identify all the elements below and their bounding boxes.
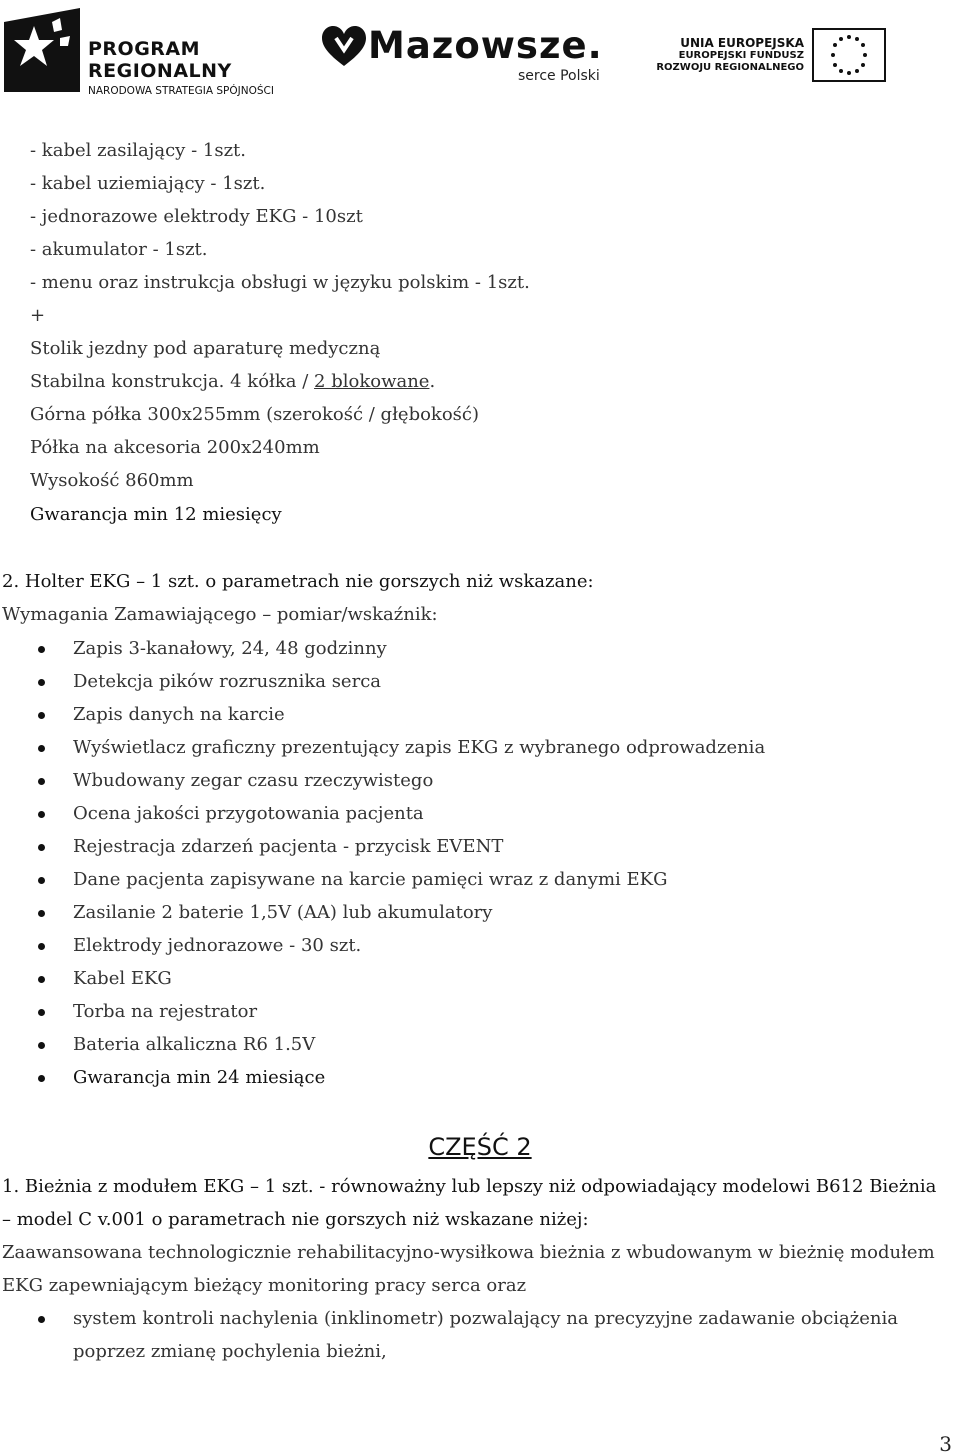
holter-requirement-item: Gwarancja min 24 miesiące <box>73 1067 326 1088</box>
program-logo-line1: PROGRAM <box>88 38 201 60</box>
treadmill-model: – model C v.001 o parametrach nie gorszych niż wskazane niżej: <box>2 1209 589 1230</box>
page-number: 3 <box>939 1432 952 1456</box>
bullet-icon <box>38 877 45 884</box>
holter-requirement-item: Elektrody jednorazowe - 30 szt. <box>73 935 362 956</box>
bullet-icon <box>38 910 45 917</box>
holter-requirement-item: Dane pacjenta zapisywane na karcie pamięci wraz z danymi EKG <box>73 869 668 890</box>
bullet-icon <box>38 1009 45 1016</box>
page-header <box>0 0 960 100</box>
stolik-accessory-shelf: Półka na akcesoria 200x240mm <box>30 437 320 458</box>
holter-requirement-item: Detekcja pików rozrusznika serca <box>73 671 382 692</box>
program-logo-line2: REGIONALNY <box>88 60 232 82</box>
bullet-icon <box>38 1042 45 1049</box>
eu-flag-icon <box>812 28 886 82</box>
stolik-construction-text: Stabilna konstrukcja. 4 kółka / <box>30 371 315 392</box>
holter-requirement-item: Zapis 3-kanałowy, 24, 48 godzinny <box>73 638 387 659</box>
mazowsze-tagline: serce Polski <box>518 68 600 84</box>
bullet-icon <box>38 712 45 719</box>
stolik-top-shelf: Górna półka 300x255mm (szerokość / głębokość) <box>30 404 480 425</box>
program-star-icon <box>4 8 80 92</box>
mazowsze-logo <box>322 18 622 90</box>
eu-logo-text <box>654 36 804 74</box>
heart-icon <box>322 26 366 70</box>
holter-requirement-item: Wbudowany zegar czasu rzeczywistego <box>73 770 434 791</box>
bullet-icon <box>38 943 45 950</box>
accessory-line: - akumulator - 1szt. <box>30 239 208 260</box>
holter-requirement-item: Zapis danych na karcie <box>73 704 285 725</box>
bullet-icon <box>38 778 45 785</box>
holter-requirement-item: Wyświetlacz graficzny prezentujący zapis EKG z wybranego odprowadzenia <box>73 737 766 758</box>
mazowsze-wordmark: Mazowsze. <box>368 24 603 67</box>
accessory-line: - kabel zasilający - 1szt. <box>30 140 247 161</box>
holter-requirement-item: Zasilanie 2 baterie 1,5V (AA) lub akumulatory <box>73 902 493 923</box>
stolik-construction-end: . <box>429 371 436 392</box>
bullet-icon <box>38 646 45 653</box>
eu-logo-line2: EUROPEJSKI FUNDUSZ <box>678 50 804 61</box>
holter-title: 2. Holter EKG – 1 szt. o parametrach nie gorszych niż wskazane: <box>2 571 594 592</box>
accessory-line: - jednorazowe elektrody EKG - 10szt <box>30 206 363 227</box>
program-regionalny-logo <box>4 8 284 97</box>
holter-requirements-label: Wymagania Zamawiającego – pomiar/wskaźnik: <box>2 604 438 625</box>
holter-requirement-item: Ocena jakości przygotowania pacjenta <box>73 803 424 824</box>
part2-heading: CZĘŚĆ 2 <box>428 1133 532 1161</box>
bullet-icon <box>38 976 45 983</box>
eu-logo-line1: UNIA EUROPEJSKA <box>680 36 804 50</box>
treadmill-description: Zaawansowana technologicznie rehabilitacyjno-wysiłkowa bieżnia z wbudowanym w bieżnię modułem <box>2 1242 935 1263</box>
bullet-icon <box>38 844 45 851</box>
treadmill-description-cont: EKG zapewniającym bieżący monitoring pracy serca oraz <box>2 1275 527 1296</box>
bullet-icon <box>38 811 45 818</box>
stolik-warranty: Gwarancja min 12 miesięcy <box>30 504 282 525</box>
treadmill-bullet-line2: poprzez zmianę pochylenia bieżni, <box>73 1341 387 1362</box>
holter-requirement-item: Torba na rejestrator <box>73 1001 258 1022</box>
accessory-line: - menu oraz instrukcja obsługi w języku polskim - 1szt. <box>30 272 530 293</box>
bullet-icon <box>38 745 45 752</box>
holter-requirement-item: Bateria alkaliczna R6 1.5V <box>73 1034 316 1055</box>
treadmill-title: 1. Bieżnia z modułem EKG – 1 szt. - równoważny lub lepszy niż odpowiadający modelowi B612 Bieżnia <box>2 1176 937 1197</box>
stolik-height: Wysokość 860mm <box>30 470 194 491</box>
accessory-line: Stolik jezdny pod aparaturę medyczną <box>30 338 381 359</box>
holter-requirement-item: Rejestracja zdarzeń pacjenta - przycisk EVENT <box>73 836 504 857</box>
stolik-blocked-wheels: 2 blokowane <box>314 371 430 392</box>
accessory-line: - kabel uziemiający - 1szt. <box>30 173 266 194</box>
eu-logo <box>654 28 904 88</box>
bullet-icon <box>38 1316 45 1323</box>
program-logo-line3: NARODOWA STRATEGIA SPÓJNOŚCI <box>88 85 274 97</box>
bullet-icon <box>38 679 45 686</box>
treadmill-bullet-line1: system kontroli nachylenia (inklinometr) pozwalający na precyzyjne zadawanie obciążenia <box>73 1308 898 1329</box>
holter-requirement-item: Kabel EKG <box>73 968 172 989</box>
stolik-construction <box>30 371 435 393</box>
bullet-icon <box>38 1075 45 1082</box>
accessory-line: + <box>30 305 46 326</box>
eu-logo-line3: ROZWOJU REGIONALNEGO <box>656 62 804 73</box>
